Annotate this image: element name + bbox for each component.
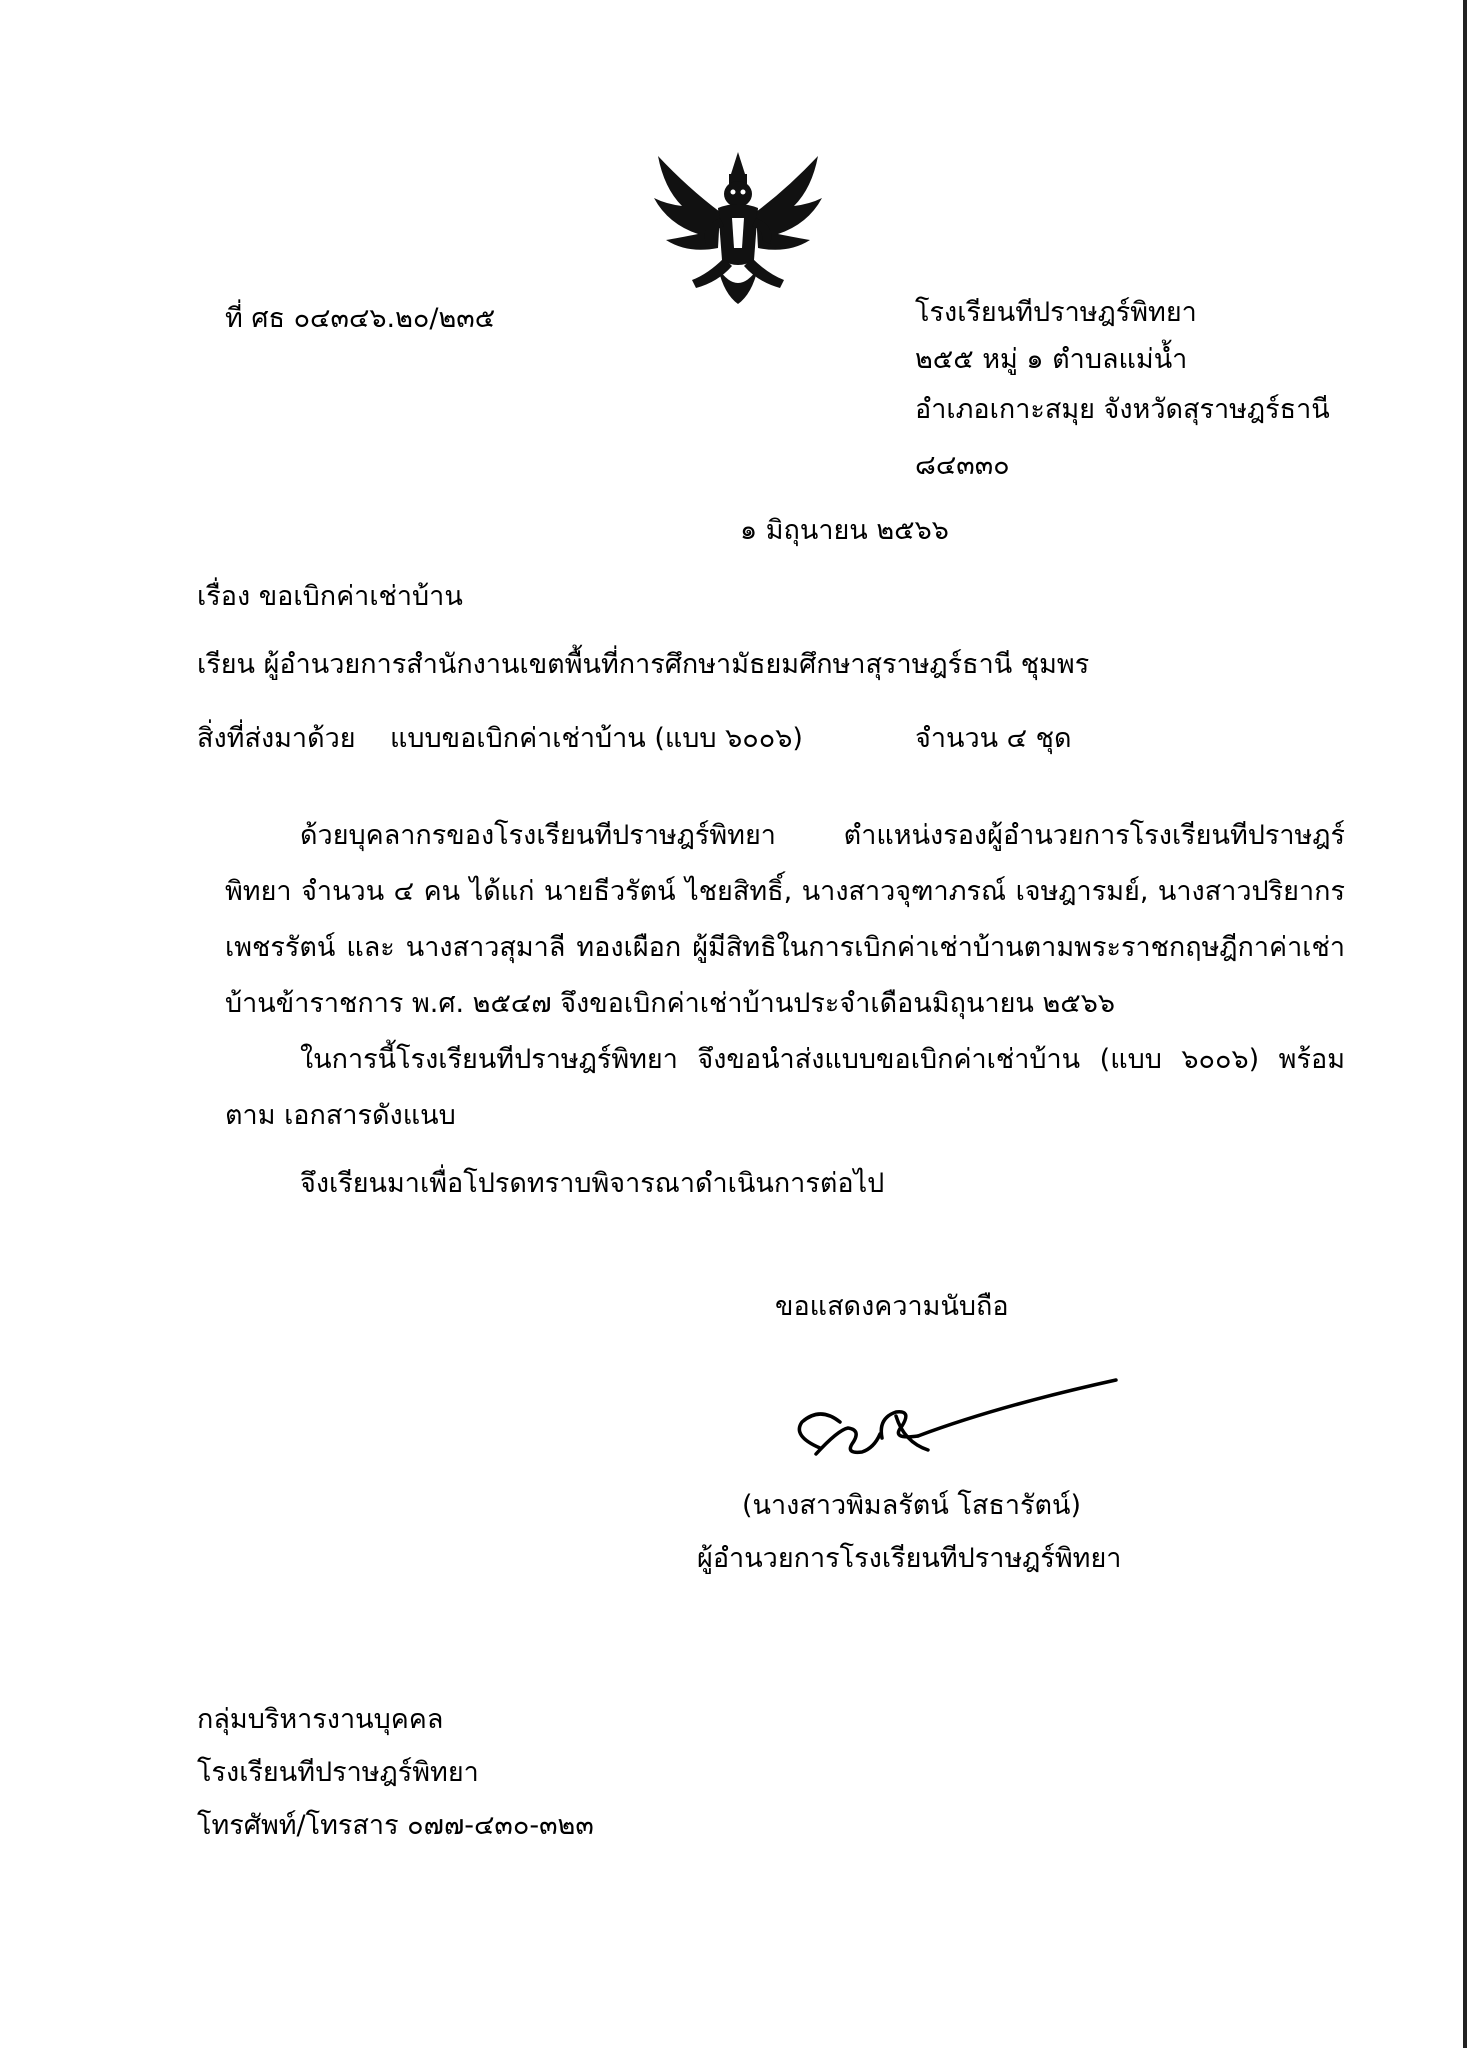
enclosure-quantity: จำนวน ๔ ชุด — [915, 723, 1072, 754]
closing-phrase: ขอแสดงความนับถือ — [775, 1291, 1009, 1322]
school-postcode: ๘๔๓๓๐ — [915, 450, 1010, 481]
school-address-line-1: โรงเรียนทีปราษฎร์พิทยา — [915, 297, 1197, 328]
school-address-line-3: อำเภอเกาะสมุย จังหวัดสุราษฎร์ธานี — [915, 394, 1330, 425]
footer-department: กลุ่มบริหารงานบุคคล — [197, 1704, 444, 1735]
signer-title: ผู้อำนวยการโรงเรียนทีปราษฎร์พิทยา — [697, 1543, 1122, 1574]
signer-name: (นางสาวพิมลรัตน์ โสธารัตน์) — [742, 1490, 1082, 1521]
footer-phone: โทรศัพท์/โทรสาร ๐๗๗-๔๓๐-๓๒๓ — [197, 1810, 594, 1841]
body-paragraph-3: จึงเรียนมาเพื่อโปรดทราบพิจารณาดำเนินการต่อไป — [300, 1168, 885, 1199]
enclosure-item: แบบขอเบิกค่าเช่าบ้าน (แบบ ๖๐๐๖) — [390, 723, 803, 754]
handwritten-signature — [778, 1370, 1123, 1475]
footer-school: โรงเรียนทีปราษฎร์พิทยา — [197, 1757, 479, 1788]
body-paragraph-2: ในการนี้โรงเรียนทีปราษฎร์พิทยา จึงขอนำส่งแบบขอเบิกค่าเช่าบ้าน (แบบ ๖๐๐๖) พร้อมตาม เอกสารดังแนบ — [225, 1044, 1345, 1131]
letter-recipient: เรียน ผู้อำนวยการสำนักงานเขตพื้นที่การศึกษามัธยมศึกษาสุราษฎร์ธานี ชุมพร — [197, 649, 1090, 680]
scan-edge — [1463, 0, 1467, 2048]
body-paragraph-1: ด้วยบุคลากรของโรงเรียนทีปราษฎร์พิทยา ตำแหน่งรองผู้อำนวยการโรงเรียนทีปราษฎร์พิทยา จำนวน ๔ คน ได้แก่ นายธีวรัตน์ ไชยสิทธิ์, นางสาวจุฑาภรณ์ เจษฎารมย์, นางสาวปริยากร เพชรรัตน์ และ นางสาวสุมาลี ทองเผือก ผู้มีสิทธิในการเบิกค่าเช่าบ้านตามพระราชกฤษฎีกาค่าเช่าบ้านข้าราชการ พ.ศ. ๒๕๔๗ จึงขอเบิกค่าเช่าบ้านประจำเดือนมิถุนายน ๒๕๖๖ — [225, 820, 1345, 1019]
school-address-line-2: ๒๕๕ หมู่ ๑ ตำบลแม่น้ำ — [915, 344, 1188, 375]
garuda-emblem-icon — [648, 148, 828, 308]
enclosure-label: สิ่งที่ส่งมาด้วย — [197, 723, 356, 754]
reference-number: ที่ ศธ ๐๔๓๔๖.๒๐/๒๓๕ — [225, 303, 496, 334]
letter-subject: เรื่อง ขอเบิกค่าเช่าบ้าน — [197, 581, 463, 612]
letter-date: ๑ มิถุนายน ๒๕๖๖ — [740, 515, 949, 546]
